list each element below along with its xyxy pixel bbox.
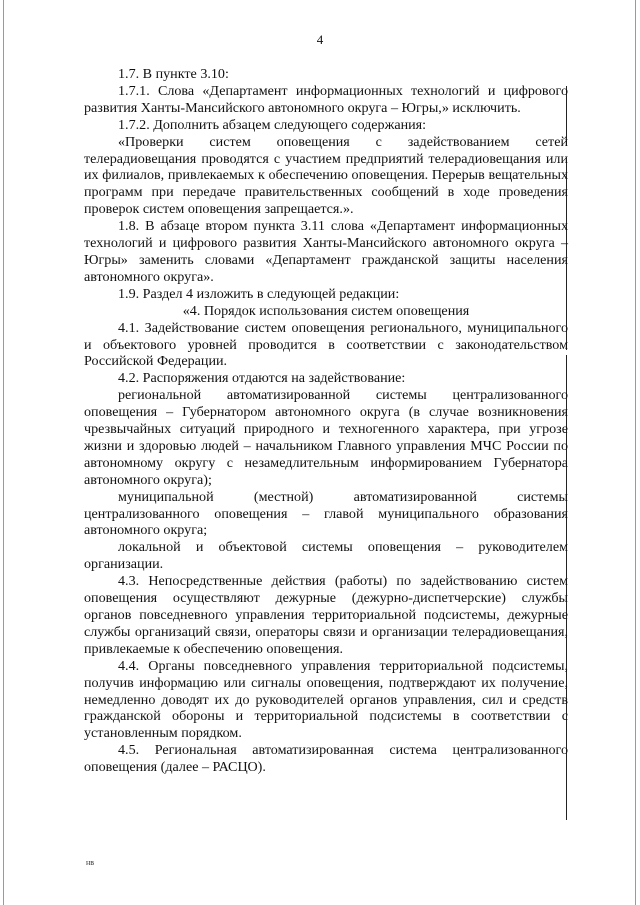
scan-edge-left <box>3 0 4 905</box>
page-number: 4 <box>316 32 324 47</box>
paragraph-quote-checks: «Проверки систем оповещения с задействованием сетей телерадиовещания проводятся с участием предприятий телерадиовещания или их филиалов, привлекаемых к обеспечению оповещения. Перерыв вещательных программ при передаче правительственных сообщений в ходе проведения проверок систем оповещения запрещается.». <box>84 133 568 218</box>
document-body <box>84 66 568 776</box>
paragraph-regional-system: региональной автоматизированной системы централизованного оповещения – Губернатором автономного округа (в случае возникновения чрезвычайных ситуаций природного и техногенного характера, при угрозе жизни и здоровью людей – начальником Главного управления МЧС России по автономному округу с незамедлительным информированием Губернатора автономного округа); <box>84 387 568 488</box>
scan-edge-right <box>635 0 636 905</box>
paragraph-4-2: 4.2. Распоряжения отдаются на задействование: <box>118 370 406 387</box>
paragraph-1-7: 1.7. В пункте 3.10: <box>118 66 229 82</box>
paragraph-municipal-system: муниципальной (местной) автоматизированной системы централизованного оповещения – главой муниципального образования автономного округа; <box>84 488 568 539</box>
paragraph-local-system: локальной и объектовой системы оповещения – руководителем организации. <box>84 539 568 573</box>
paragraph-4-1: 4.1. Задействование систем оповещения регионального, муниципального и объектового уровней проводится в соответствии с законодательством Российской Федерации. <box>84 319 568 370</box>
paragraph-1-7-1: 1.7.1. Слова «Департамент информационных технологий и цифрового развития Ханты-Мансийского автономного округа – Югры,» исключить. <box>84 82 568 116</box>
paragraph-1-7-2: 1.7.2. Дополнить абзацем следующего содержания: <box>118 116 427 133</box>
paragraph-4-5: 4.5. Региональная автоматизированная система централизованного оповещения (далее – РАСЦО). <box>84 742 568 776</box>
footer-code: нв <box>86 858 95 867</box>
paragraph-1-8: 1.8. В абзаце втором пункта 3.11 слова «Департамент информационных технологий и цифрового развития Ханты-Мансийского автономного округа – Югры» заменить словами «Департамент гражданской защиты населения автономного округа». <box>84 218 568 285</box>
paragraph-4-4: 4.4. Органы повседневного управления территориальной подсистемы, получив информацию или сигналы оповещения, подтверждают их получение, немедленно доводят их до руководителей органов управления, сил и средств гражданской обороны и территориальной подсистемы в соответствии с установленным порядком. <box>84 657 568 742</box>
section-heading: «4. Порядок использования систем оповещения <box>182 302 470 319</box>
paragraph-4-3: 4.3. Непосредственные действия (работы) по задействованию систем оповещения осуществляют дежурные (дежурно-диспетчерские) службы органов повседневного управления территориальной подсистемы, дежурные службы организаций связи, операторы связи и организации телерадиовещания, привлекаемые к обеспечению оповещения. <box>84 573 568 657</box>
paragraph-1-9: 1.9. Раздел 4 изложить в следующей редакции: <box>118 285 400 302</box>
